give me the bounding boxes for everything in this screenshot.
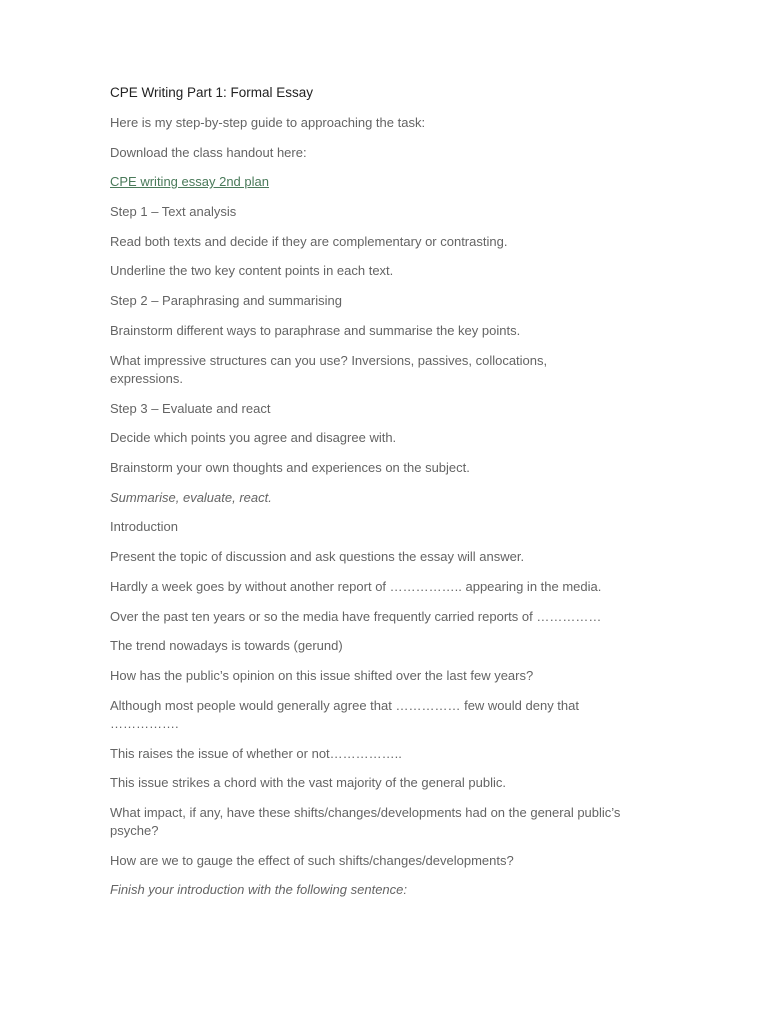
download-text: Download the class handout here:: [110, 145, 307, 160]
intro-line8: This issue strikes a chord with the vast majority of the general public.: [110, 775, 506, 790]
intro-line1: Present the topic of discussion and ask questions the essay will answer.: [110, 549, 525, 564]
intro-line9: What impact, if any, have these shifts/changes/developments had on the general public’s psyche?: [110, 805, 621, 838]
step3-heading: Step 3 – Evaluate and react: [110, 401, 271, 416]
step1-heading: Step 1 – Text analysis: [110, 204, 237, 219]
introduction-heading: Introduction: [110, 519, 178, 534]
step3-line2: Brainstorm your own thoughts and experiences on the subject.: [110, 460, 470, 475]
intro-line7: This raises the issue of whether or not……………..: [110, 746, 402, 761]
handout-link[interactable]: CPE writing essay 2nd plan: [110, 174, 269, 189]
intro-line10: How are we to gauge the effect of such shifts/changes/developments?: [110, 853, 514, 868]
step2-line2: What impressive structures can you use? Inversions, passives, collocations, expressions.: [110, 353, 548, 386]
step2-line1: Brainstorm different ways to paraphrase and summarise the key points.: [110, 323, 521, 338]
step2-heading: Step 2 – Paraphrasing and summarising: [110, 293, 342, 308]
intro-line5: How has the public’s opinion on this issue shifted over the last few years?: [110, 668, 534, 683]
summary-italic-text: Summarise, evaluate, react.: [110, 490, 272, 505]
step3-line1: Decide which points you agree and disagree with.: [110, 430, 397, 445]
intro-line4: The trend nowadays is towards (gerund): [110, 638, 343, 653]
step1-line1: Read both texts and decide if they are complementary or contrasting.: [110, 234, 508, 249]
intro-line3: Over the past ten years or so the media have frequently carried reports of ……………: [110, 609, 602, 624]
document-title: CPE Writing Part 1: Formal Essay: [110, 85, 314, 100]
step1-line2: Underline the two key content points in each text.: [110, 263, 394, 278]
finish-italic-text: Finish your introduction with the following sentence:: [110, 882, 407, 897]
intro-line2: Hardly a week goes by without another report of …………….. appearing in the media.: [110, 579, 602, 594]
intro-text: Here is my step-by-step guide to approaching the task:: [110, 115, 426, 130]
intro-line6: Although most people would generally agree that …………… few would deny that …………….: [110, 698, 579, 731]
